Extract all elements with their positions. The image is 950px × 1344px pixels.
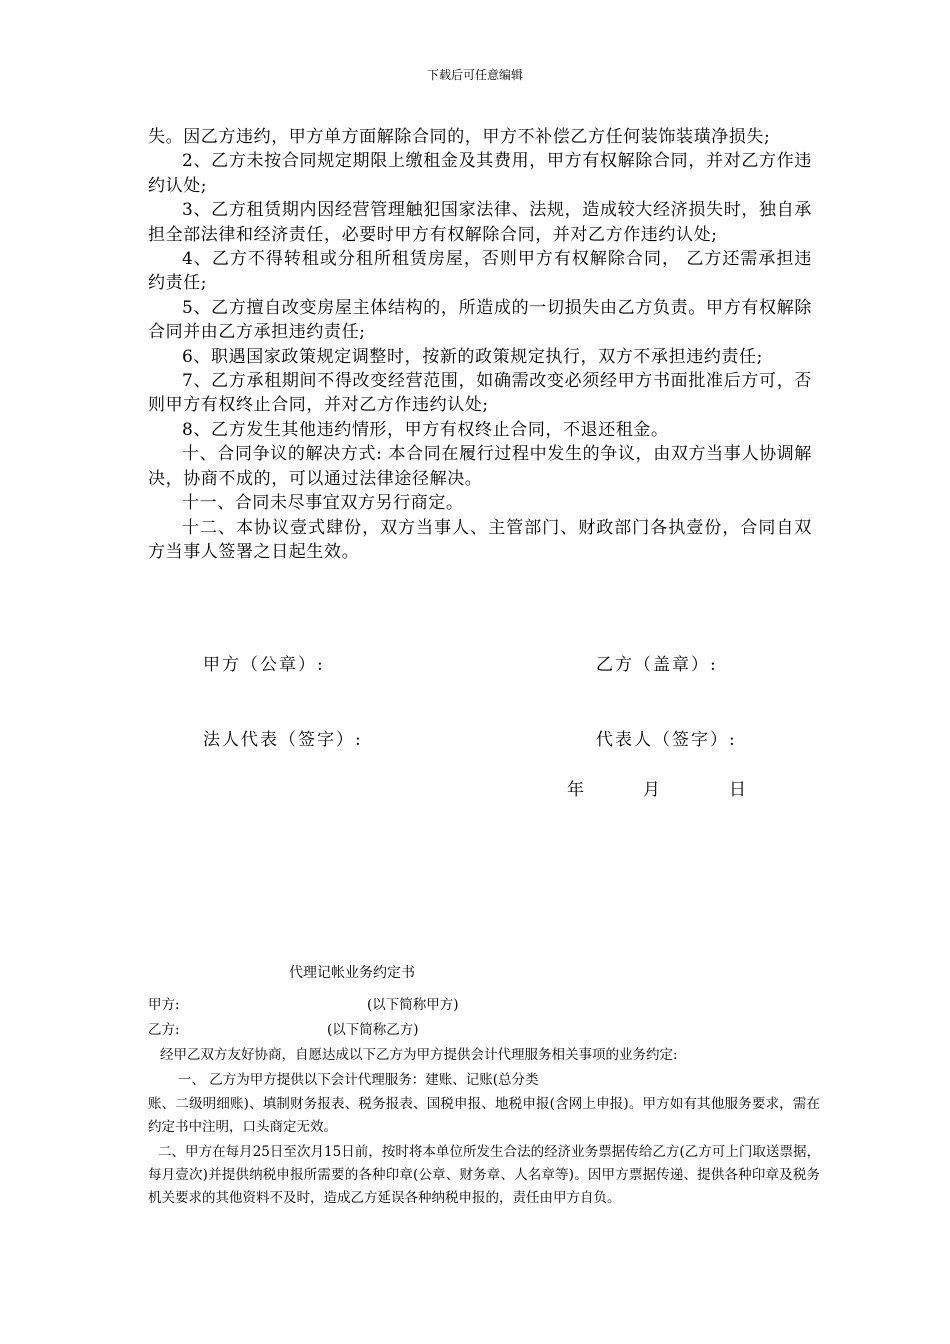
- agreement-item-1-rest: 账、二级明细账)、填制财务报表、税务报表、国税申报、地税申报(含网上申报)。甲方如有其他服务要求，需在约定书中注明，口头商定无效。: [148, 1096, 820, 1135]
- party-b-note: (以下简称乙方): [327, 1022, 419, 1038]
- contract-paragraph: 2、乙方未按合同规定期限上缴租金及其费用，甲方有权解除合同，并对乙方作违约认处;: [148, 151, 812, 196]
- party-a-seal-label: 甲方（公章）:: [203, 655, 325, 675]
- contract-paragraph: 6、职遇国家政策规定调整时，按新的政策规定执行，双方不承担违约责任;: [182, 346, 763, 367]
- contract-paragraph: 7、乙方承租期间不得改变经营范围，如确需改变必须经甲方书面批准后方可，否则甲方有权终止合同，并对乙方作违约认处;: [148, 371, 812, 416]
- contract-clauses: [148, 125, 812, 564]
- contract-paragraph: 3、乙方租赁期内因经营管理触犯国家法律、法规，造成较大经济损失时，独自承担全部法律和经济责任，必要时甲方有权解除合同，并对乙方作违约认处;: [148, 200, 812, 245]
- agreement-item-1-first-line: 一、 乙方为甲方提供以下会计代理服务：建账、记账(总分类: [178, 1072, 539, 1088]
- date-month-label: 月: [643, 780, 660, 800]
- party-b-label: 乙方:: [148, 1022, 180, 1038]
- page-header-note: 下载后可任意编辑: [426, 68, 523, 82]
- date-year-label: 年: [567, 780, 584, 800]
- contract-paragraph: 十一、合同未尽事宜双方另行商定。: [182, 493, 464, 514]
- party-a-note: (以下简称甲方): [367, 997, 459, 1013]
- agreement-intro: 经甲乙双方友好协商，自愿达成以下乙方为甲方提供会计代理服务相关事项的业务约定:: [160, 1047, 678, 1063]
- agreement-title: 代理记帐业务约定书: [289, 965, 415, 981]
- agreement-item-2: 二、甲方在每月25日至次月15日前，按时将本单位所发生合法的经济业务票据传给乙方(乙方可上门取送票据，每月壹次)并提供纳税申报所需要的各种印章(公章、财务章、人名章等)。因甲方票据传递、提供各种印章及税务机关要求的其他资料不及时，造成乙方延误各种纳税申报的，责任由甲方自负。: [148, 1144, 820, 1206]
- party-b-representative-label: 代表人（签字）:: [596, 730, 737, 750]
- party-a-representative-label: 法人代表（签字）:: [203, 730, 363, 750]
- contract-paragraph: 失。因乙方违约，甲方单方面解除合同的，甲方不补偿乙方任何装饰装璜净损失;: [148, 127, 771, 147]
- party-a-label: 甲方:: [148, 997, 180, 1013]
- contract-paragraph: 5、乙方擅自改变房屋主体结构的，所造成的一切损失由乙方负责。甲方有权解除合同并由乙方承担违约责任;: [148, 297, 812, 343]
- contract-paragraph: 十二、本协议壹式肆份，双方当事人、主管部门、财政部门各执壹份，合同自双方当事人签署之日起生效。: [148, 517, 812, 562]
- contract-paragraph: 8、乙方发生其他违约情形，甲方有权终止合同，不退还租金。: [182, 419, 669, 440]
- contract-paragraph: 十、合同争议的解决方式: 本合同在履行过程中发生的争议，由双方当事人协调解决，协商不成的，可以通过法律途径解决。: [148, 444, 812, 489]
- agreement-body: [148, 1093, 820, 1210]
- party-b-seal-label: 乙方（盖章）:: [596, 655, 718, 675]
- date-day-label: 日: [729, 780, 746, 800]
- contract-paragraph: 4、乙方不得转租或分租所租赁房屋，否则甲方有权解除合同， 乙方还需承担违约责任;: [148, 249, 812, 294]
